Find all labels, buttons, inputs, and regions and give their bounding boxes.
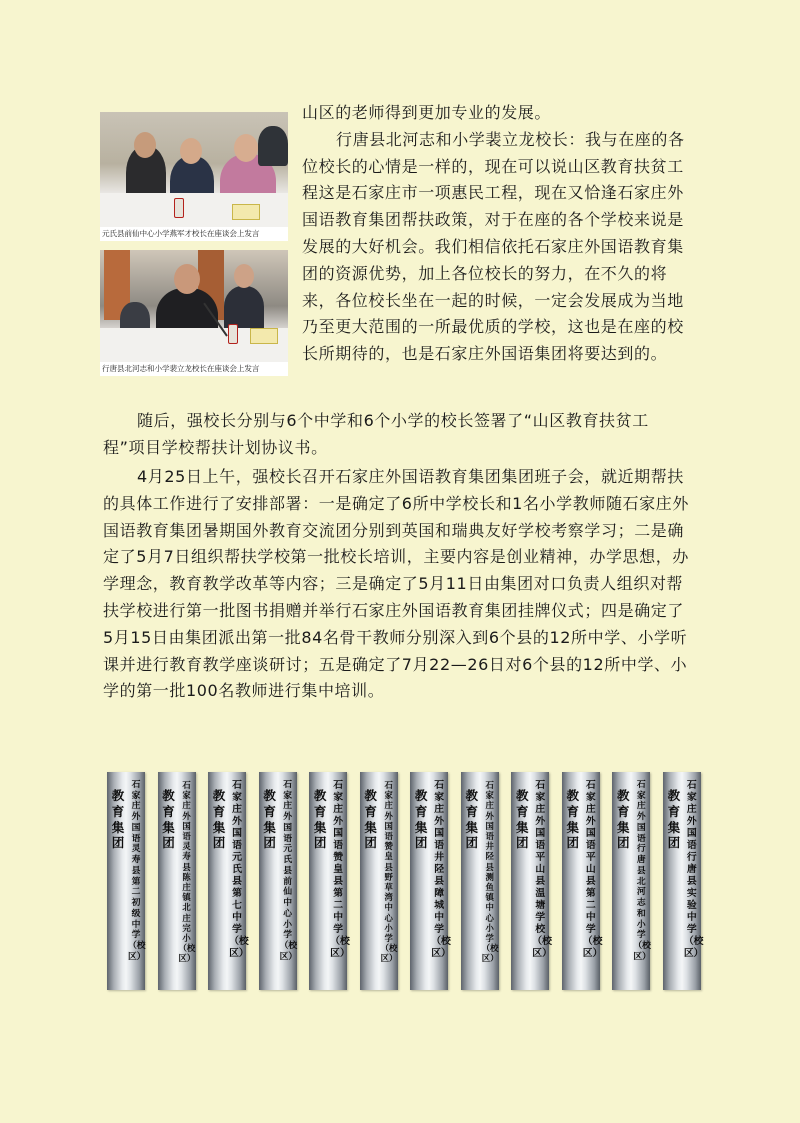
school-plaque xyxy=(259,772,297,990)
plaque-group-name: 教育集团 xyxy=(212,788,226,851)
plaque-school-name: 石家庄外国语井陉县障城中学（校区） xyxy=(431,780,451,959)
text-line: 学的第一批100名教师进行集中培训。 xyxy=(103,681,385,701)
plaque-group-name: 教育集团 xyxy=(111,788,125,851)
photo-block-1 xyxy=(100,112,288,241)
text-line: 行唐县北河志和小学裴立龙校长：我与在座的各 xyxy=(336,129,685,149)
school-plaque xyxy=(410,772,451,990)
text-line: 5月15日由集团派出第一批84名骨干教师分别深入到6个县的12所中学、小学听 xyxy=(103,627,688,647)
text-line: 发展的大好机会。我们相信依托石家庄外国语教育集 xyxy=(302,236,684,256)
school-plaques xyxy=(107,772,704,990)
school-plaque xyxy=(461,772,499,990)
school-plaque xyxy=(107,772,145,990)
plaque-school-name: 石家庄外国语平山县第二中学（校区） xyxy=(582,780,603,959)
text-line: 程”项目学校帮扶计划协议书。 xyxy=(103,437,328,457)
text-line: 来，各位校长坐在一起的时候，一定会发展成为当地 xyxy=(302,290,684,310)
school-plaque xyxy=(360,772,398,990)
text-line: 程这是石家庄市一项惠民工程，现在又恰逢石家庄外 xyxy=(302,183,684,203)
school-plaque xyxy=(208,772,249,990)
photo-caption-2: 行唐县北河志和小学裴立龙校长在座谈会上发言 xyxy=(100,362,288,376)
text-line: 学理念，教育教学改革等内容；三是确定了5月11日由集团对口负责人组织对帮 xyxy=(103,574,684,594)
school-plaque xyxy=(309,772,350,990)
plaque-group-name: 教育集团 xyxy=(263,788,276,851)
meeting-photo-1 xyxy=(100,112,288,227)
school-plaque xyxy=(511,772,552,990)
text-line: 国语教育集团暑期国外教育交流团分别到英国和瑞典友好学校考察学习；二是确 xyxy=(103,520,685,540)
plaque-school-name: 石家庄外国语灵寿县陈庄镇北庄完小（校区） xyxy=(178,780,196,964)
plaque-school-name: 石家庄外国语灵寿县第二初级中学（校区） xyxy=(128,780,146,962)
text-line: 团的资源优势，加上各位校长的努力，在不久的将 xyxy=(302,263,668,283)
text-line: 乃至更大范围的一所最优质的学校，这也是在座的校 xyxy=(302,317,684,337)
paragraph-meeting-plan xyxy=(103,464,724,705)
text-line: 的具体工作进行了安排部署：一是确定了6所中学校长和1名小学教师随石家庄外 xyxy=(103,493,689,513)
text-line: 课并进行教育教学座谈研讨；五是确定了7月22—26日对6个县的12所中学、小 xyxy=(103,654,688,674)
plaque-group-name: 教育集团 xyxy=(566,788,580,851)
plaque-group-name: 教育集团 xyxy=(465,788,478,851)
text-line: 4月25日上午，强校长召开石家庄外国语教育集团集团班子会，就近期帮扶 xyxy=(137,467,684,486)
text-line: 国语教育集团帮扶政策，对于在座的各个学校来说是 xyxy=(302,210,684,230)
plaque-group-name: 教育集团 xyxy=(515,788,529,851)
plaque-group-name: 教育集团 xyxy=(414,788,428,851)
plaque-group-name: 教育集团 xyxy=(617,788,630,851)
plaque-school-name: 石家庄外国语元氏县第七中学（校区） xyxy=(229,780,249,959)
text-line: 随后，强校长分别与6个中学和6个小学的校长签署了“山区教育扶贫工 xyxy=(137,411,649,430)
text-line: 山区的老师得到更加专业的发展。 xyxy=(302,103,552,122)
plaque-school-name: 石家庄外国语平山县温塘学校（校区） xyxy=(532,780,552,959)
plaque-school-name: 石家庄外国语井陉县测鱼镇中心小学（校区） xyxy=(481,780,499,964)
paragraph-principal-speech xyxy=(302,100,724,368)
photo-caption-1: 元氏县前仙中心小学燕军才校长在座谈会上发言 xyxy=(100,227,288,241)
plaque-school-name: 石家庄外国语元氏县前仙中心小学（校区） xyxy=(279,780,298,962)
photo-block-2 xyxy=(100,250,288,376)
school-plaque xyxy=(612,772,650,990)
plaque-group-name: 教育集团 xyxy=(364,788,377,851)
school-plaque xyxy=(663,772,704,990)
plaque-school-name: 石家庄外国语赞皇县第二中学（校区） xyxy=(330,780,350,959)
paragraph-agreement xyxy=(103,408,724,462)
meeting-photo-2 xyxy=(100,250,288,362)
plaque-school-name: 石家庄外国语行唐县北河志和小学（校区） xyxy=(633,780,651,962)
plaque-school-name: 石家庄外国语赞皇县野草湾中心小学（校区） xyxy=(380,780,398,964)
text-line: 位校长的心情是一样的，现在可以说山区教育扶贫工 xyxy=(302,156,684,176)
text-line: 扶学校进行第一批图书捐赠并举行石家庄外国语教育集团挂牌仪式；四是确定了 xyxy=(103,600,685,620)
text-line: 长所期待的，也是石家庄外国语集团将要达到的。 xyxy=(302,344,668,364)
plaque-school-name: 石家庄外国语行唐县实验中学（校区） xyxy=(683,780,704,959)
plaque-group-name: 教育集团 xyxy=(162,788,175,851)
school-plaque xyxy=(158,772,196,990)
plaque-group-name: 教育集团 xyxy=(313,788,327,851)
text-line: 定了5月7日组织帮扶学校第一批校长培训，主要内容是创业精神，办学思想，办 xyxy=(103,547,689,567)
school-plaque xyxy=(562,772,603,990)
plaque-group-name: 教育集团 xyxy=(667,788,681,851)
